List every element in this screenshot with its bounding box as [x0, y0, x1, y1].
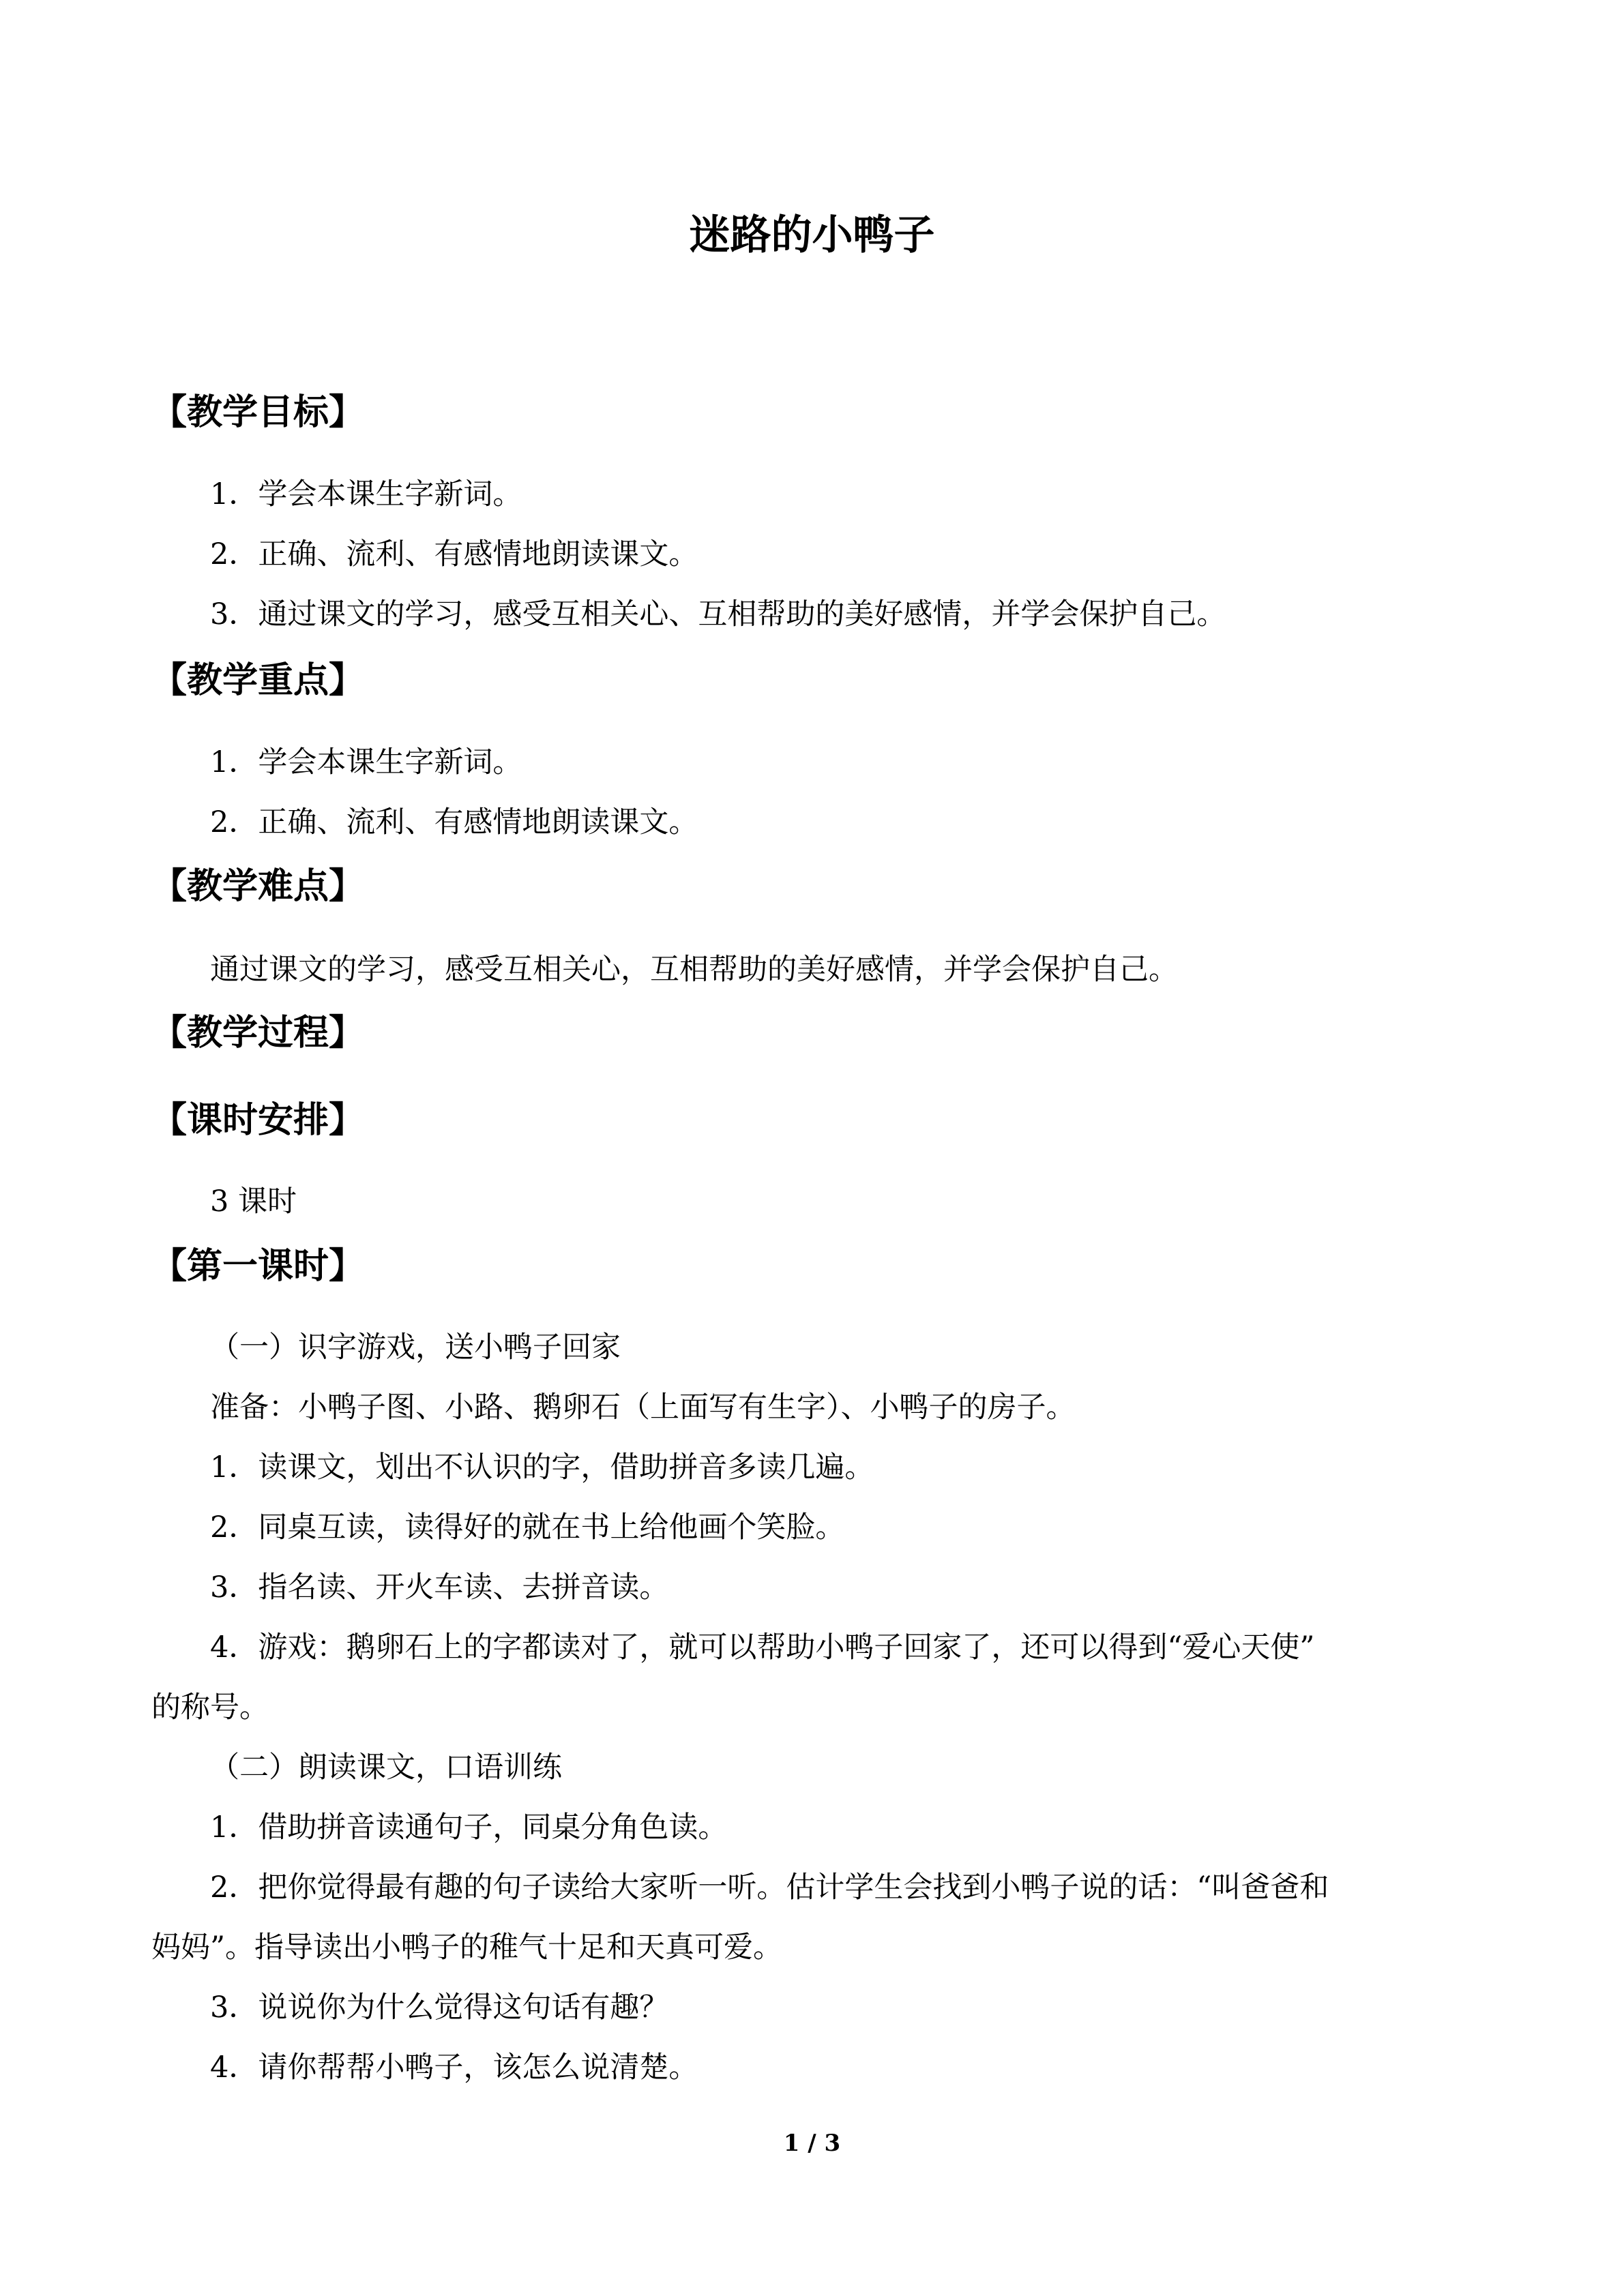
lesson1-part1-item-1: 1．读课文，划出不认识的字，借助拼音多读几遍。 [210, 1450, 874, 1485]
lesson1-part2-item-2-line-1: 2．把你觉得最有趣的句子读给大家听一听。估计学生会找到小鸭子说的话：“叫爸爸和 [210, 1870, 1329, 1905]
heading-lesson-1: 【第一课时】 [151, 1246, 365, 1287]
objective-item-1: 1．学会本课生字新词。 [210, 477, 522, 511]
key-point-item-1: 1．学会本课生字新词。 [210, 745, 522, 779]
schedule-text: 3 课时 [210, 1184, 297, 1219]
page-number: 1 / 3 [783, 2130, 841, 2157]
heading-difficulties: 【教学难点】 [151, 866, 365, 907]
lesson1-part2-item-1: 1．借助拼音读通句子，同桌分角色读。 [210, 1810, 728, 1845]
heading-schedule: 【课时安排】 [151, 1100, 365, 1141]
lesson1-part2-item-4: 4．请你帮帮小鸭子，该怎么说清楚。 [210, 2051, 698, 2085]
lesson1-preparation: 准备：小鸭子图、小路、鹅卵石（上面写有生字）、小鸭子的房子。 [210, 1390, 1076, 1425]
key-point-item-2: 2．正确、流利、有感情地朗读课文。 [210, 805, 698, 839]
objective-item-2: 2．正确、流利、有感情地朗读课文。 [210, 537, 698, 571]
lesson1-part2-item-3: 3．说说你为什么觉得这句话有趣？ [210, 1991, 669, 2025]
lesson1-part1-title: （一）识字游戏，送小鸭子回家 [210, 1330, 621, 1365]
lesson1-part1-item-4-line-1: 4．游戏：鹅卵石上的字都读对了，就可以帮助小鸭子回家了，还可以得到“爱心天使” [210, 1630, 1315, 1665]
lesson1-part2-title: （二）朗读课文，口语训练 [210, 1750, 562, 1785]
page-title: 迷路的小鸭子 [689, 211, 935, 259]
objective-item-3: 3．通过课文的学习，感受互相关心、互相帮助的美好感情，并学会保护自己。 [210, 597, 1226, 631]
heading-process: 【教学过程】 [151, 1013, 365, 1054]
heading-key-points: 【教学重点】 [151, 660, 365, 701]
heading-objectives: 【教学目标】 [151, 392, 365, 433]
lesson1-part1-item-3: 3．指名读、开火车读、去拼音读。 [210, 1570, 669, 1605]
difficulties-text: 通过课文的学习，感受互相关心，互相帮助的美好感情，并学会保护自己。 [210, 953, 1178, 987]
lesson1-part1-item-2: 2．同桌互读，读得好的就在书上给他画个笑脸。 [210, 1510, 845, 1545]
lesson1-part1-item-4-line-2: 的称号。 [151, 1690, 269, 1725]
lesson1-part2-item-2-line-2: 妈妈”。指导读出小鸭子的稚气十足和天真可爱。 [151, 1930, 782, 1965]
